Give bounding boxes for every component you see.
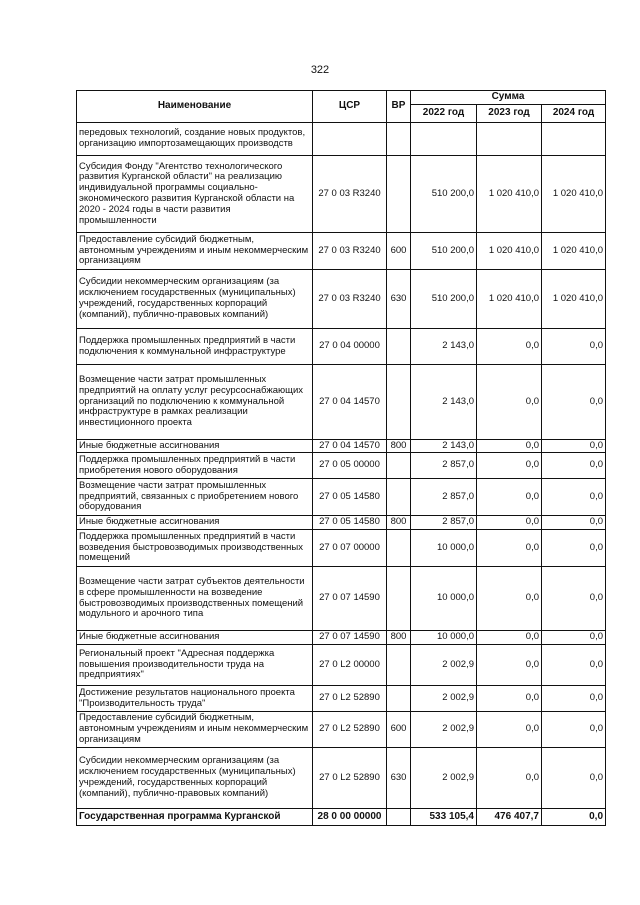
table-row bbox=[77, 440, 606, 453]
row-2024: 0,0 bbox=[542, 686, 606, 712]
row-2024: 0,0 bbox=[542, 365, 606, 440]
row-vr bbox=[387, 156, 411, 233]
table-row bbox=[77, 233, 606, 270]
row-2023: 0,0 bbox=[477, 453, 542, 479]
row-csr: 27 0 07 14590 bbox=[313, 567, 387, 631]
row-csr bbox=[313, 123, 387, 156]
row-csr: 27 0 L2 52890 bbox=[313, 686, 387, 712]
row-name: Региональный проект "Адресная поддержка повышения производительности труда на предприятиях" bbox=[77, 645, 313, 686]
row-vr bbox=[387, 809, 411, 826]
row-2024: 0,0 bbox=[542, 440, 606, 453]
row-2022: 10 000,0 bbox=[411, 530, 477, 567]
header-sum: Сумма bbox=[411, 91, 606, 105]
row-2024: 0,0 bbox=[542, 631, 606, 645]
row-vr bbox=[387, 686, 411, 712]
row-vr: 600 bbox=[387, 712, 411, 748]
row-2023: 0,0 bbox=[477, 567, 542, 631]
row-csr: 27 0 L2 00000 bbox=[313, 645, 387, 686]
row-2024: 0,0 bbox=[542, 712, 606, 748]
row-csr: 27 0 03 R3240 bbox=[313, 156, 387, 233]
row-2022: 2 002,9 bbox=[411, 712, 477, 748]
row-name: Поддержка промышленных предприятий в части возведения быстровозводимых производственных помещений bbox=[77, 530, 313, 567]
row-2024: 0,0 bbox=[542, 453, 606, 479]
budget-table bbox=[76, 90, 606, 826]
row-name: передовых технологий, создание новых продуктов, организацию импортозамещающих производств bbox=[77, 123, 313, 156]
row-2024: 0,0 bbox=[542, 748, 606, 809]
table-row bbox=[77, 329, 606, 365]
table-row bbox=[77, 748, 606, 809]
row-name: Государственная программа Курганской bbox=[77, 809, 313, 826]
row-vr: 600 bbox=[387, 233, 411, 270]
row-name: Достижение результатов национального проекта "Производительность труда" bbox=[77, 686, 313, 712]
header-name: Наименование bbox=[77, 91, 313, 123]
row-2023: 0,0 bbox=[477, 516, 542, 530]
row-2023: 0,0 bbox=[477, 712, 542, 748]
row-vr: 800 bbox=[387, 516, 411, 530]
row-2022: 533 105,4 bbox=[411, 809, 477, 826]
row-vr: 630 bbox=[387, 748, 411, 809]
row-vr bbox=[387, 567, 411, 631]
row-vr bbox=[387, 453, 411, 479]
row-2024 bbox=[542, 123, 606, 156]
table-row bbox=[77, 631, 606, 645]
row-name: Поддержка промышленных предприятий в части приобретения нового оборудования bbox=[77, 453, 313, 479]
row-2022: 2 143,0 bbox=[411, 365, 477, 440]
row-2023: 0,0 bbox=[477, 631, 542, 645]
table-row bbox=[77, 365, 606, 440]
header-year-2023: 2023 год bbox=[477, 105, 542, 123]
row-2024: 1 020 410,0 bbox=[542, 156, 606, 233]
row-2022: 510 200,0 bbox=[411, 233, 477, 270]
row-2023: 1 020 410,0 bbox=[477, 156, 542, 233]
row-2023: 0,0 bbox=[477, 686, 542, 712]
row-name: Возмещение части затрат промышленных предприятий на оплату услуг ресурсоснабжающих организаций по подключению к коммунальной инфраструктуре в рамках реализации инвестиционного проекта bbox=[77, 365, 313, 440]
row-2023: 0,0 bbox=[477, 748, 542, 809]
table-row bbox=[77, 270, 606, 329]
row-name: Поддержка промышленных предприятий в части подключения к коммунальной инфраструктуре bbox=[77, 329, 313, 365]
row-csr: 27 0 05 14580 bbox=[313, 479, 387, 516]
table-row bbox=[77, 453, 606, 479]
row-2022: 510 200,0 bbox=[411, 156, 477, 233]
row-2022: 2 143,0 bbox=[411, 440, 477, 453]
row-2022: 2 857,0 bbox=[411, 479, 477, 516]
row-vr bbox=[387, 329, 411, 365]
row-csr: 27 0 L2 52890 bbox=[313, 748, 387, 809]
row-2022: 10 000,0 bbox=[411, 567, 477, 631]
table-row bbox=[77, 156, 606, 233]
header-csr: ЦСР bbox=[313, 91, 387, 123]
row-csr: 27 0 07 14590 bbox=[313, 631, 387, 645]
table-row bbox=[77, 712, 606, 748]
row-name: Иные бюджетные ассигнования bbox=[77, 631, 313, 645]
row-2024: 0,0 bbox=[542, 530, 606, 567]
row-2024: 0,0 bbox=[542, 479, 606, 516]
header-vr: ВР bbox=[387, 91, 411, 123]
row-csr: 27 0 07 00000 bbox=[313, 530, 387, 567]
row-vr bbox=[387, 645, 411, 686]
row-2022: 2 002,9 bbox=[411, 645, 477, 686]
row-vr: 800 bbox=[387, 631, 411, 645]
row-vr: 800 bbox=[387, 440, 411, 453]
row-2022: 510 200,0 bbox=[411, 270, 477, 329]
row-2023: 476 407,7 bbox=[477, 809, 542, 826]
table-row bbox=[77, 567, 606, 631]
table-row bbox=[77, 645, 606, 686]
row-2023: 0,0 bbox=[477, 530, 542, 567]
row-name: Предоставление субсидий бюджетным, автономным учреждениям и иным некоммерческим организациям bbox=[77, 233, 313, 270]
row-2023: 1 020 410,0 bbox=[477, 233, 542, 270]
row-csr: 27 0 04 00000 bbox=[313, 329, 387, 365]
row-2022: 10 000,0 bbox=[411, 631, 477, 645]
table-row bbox=[77, 479, 606, 516]
row-2022: 2 857,0 bbox=[411, 453, 477, 479]
row-name: Субсидия Фонду "Агентство технологического развития Курганской области" на реализацию индивидуальной программы социально-экономического развития Курганской области на 2020 - 2024 годы в части развития промышленности bbox=[77, 156, 313, 233]
header-year-2024: 2024 год bbox=[542, 105, 606, 123]
row-name: Возмещение части затрат субъектов деятельности в сфере промышленности на возведение быстровозводимых производственных помещений модульного и арочного типа bbox=[77, 567, 313, 631]
row-csr: 27 0 05 14580 bbox=[313, 516, 387, 530]
row-csr: 27 0 L2 52890 bbox=[313, 712, 387, 748]
row-2024: 0,0 bbox=[542, 329, 606, 365]
row-vr: 630 bbox=[387, 270, 411, 329]
row-csr: 27 0 05 00000 bbox=[313, 453, 387, 479]
row-2022: 2 143,0 bbox=[411, 329, 477, 365]
row-csr: 27 0 04 14570 bbox=[313, 440, 387, 453]
header-year-2022: 2022 год bbox=[411, 105, 477, 123]
row-2023: 0,0 bbox=[477, 479, 542, 516]
table-row bbox=[77, 516, 606, 530]
table-row bbox=[77, 123, 606, 156]
row-2023: 1 020 410,0 bbox=[477, 270, 542, 329]
page-number: 322 bbox=[310, 64, 330, 76]
row-2022: 2 857,0 bbox=[411, 516, 477, 530]
row-2023: 0,0 bbox=[477, 329, 542, 365]
row-name: Предоставление субсидий бюджетным, автономным учреждениям и иным некоммерческим организациям bbox=[77, 712, 313, 748]
row-2024: 1 020 410,0 bbox=[542, 270, 606, 329]
row-2024: 0,0 bbox=[542, 645, 606, 686]
row-name: Иные бюджетные ассигнования bbox=[77, 440, 313, 453]
row-2024: 1 020 410,0 bbox=[542, 233, 606, 270]
row-vr bbox=[387, 479, 411, 516]
row-2024: 0,0 bbox=[542, 567, 606, 631]
row-csr: 27 0 04 14570 bbox=[313, 365, 387, 440]
row-vr bbox=[387, 530, 411, 567]
row-2023: 0,0 bbox=[477, 645, 542, 686]
row-2022: 2 002,9 bbox=[411, 686, 477, 712]
table-row bbox=[77, 530, 606, 567]
table-row bbox=[77, 809, 606, 826]
row-2024: 0,0 bbox=[542, 809, 606, 826]
row-2023 bbox=[477, 123, 542, 156]
row-csr: 27 0 03 R3240 bbox=[313, 270, 387, 329]
row-vr bbox=[387, 123, 411, 156]
row-name: Субсидии некоммерческим организациям (за исключением государственных (муниципальных) учреждений, государственных корпораций (компаний), публично-правовых компаний) bbox=[77, 270, 313, 329]
row-2024: 0,0 bbox=[542, 516, 606, 530]
row-2023: 0,0 bbox=[477, 440, 542, 453]
row-name: Субсидии некоммерческим организациям (за исключением государственных (муниципальных) учреждений, государственных корпораций (компаний), публично-правовых компаний) bbox=[77, 748, 313, 809]
row-2022 bbox=[411, 123, 477, 156]
row-csr: 27 0 03 R3240 bbox=[313, 233, 387, 270]
row-name: Возмещение части затрат промышленных предприятий, связанных с приобретением нового оборудования bbox=[77, 479, 313, 516]
row-name: Иные бюджетные ассигнования bbox=[77, 516, 313, 530]
row-vr bbox=[387, 365, 411, 440]
row-2022: 2 002,9 bbox=[411, 748, 477, 809]
row-csr: 28 0 00 00000 bbox=[313, 809, 387, 826]
table-row bbox=[77, 686, 606, 712]
row-2023: 0,0 bbox=[477, 365, 542, 440]
